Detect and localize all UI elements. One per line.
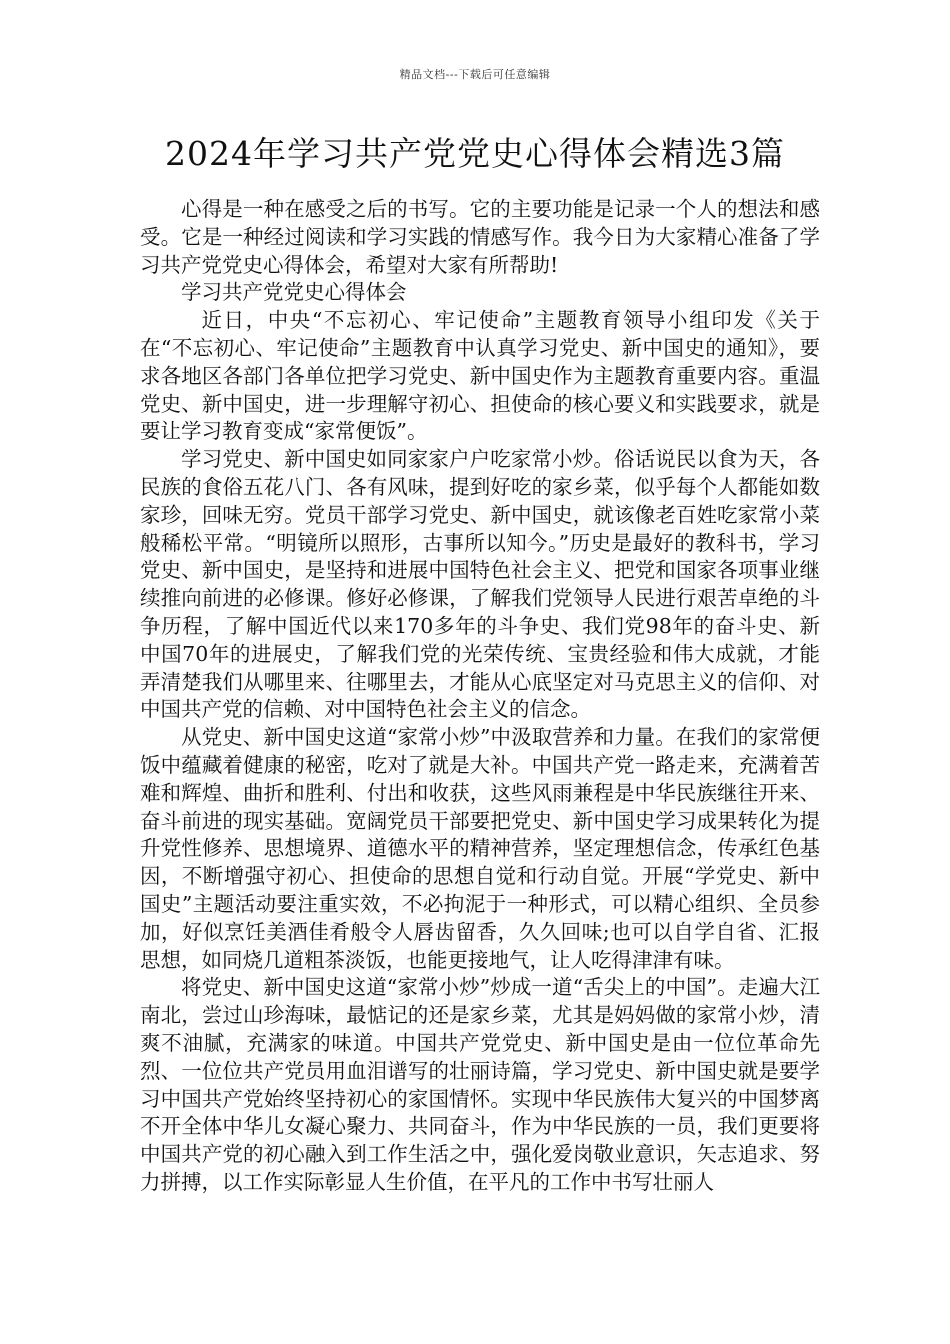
document-title: 2024年学习共产党党史心得体会精选3篇 bbox=[165, 134, 785, 173]
body-paragraph: 近日，中央“不忘初心、牢记使命”主题教育领导小组印发《关于在“不忘初心、牢记使命”主题教育中认真学习党史、新中国史的通知》，要求各地区各部门各单位把学习党史、新中国史作为主题教育重要内容。重温党史、新中国史，进一步理解守初心、担使命的核心要义和实践要求，就是要让学习教育变成“家常便饭”。 bbox=[140, 308, 820, 444]
body-paragraph: 从党史、新中国史这道“家常小炒”中汲取营养和力量。在我们的家常便饭中蕴藏着健康的秘密，吃对了就是大补。中国共产党一路走来，充满着苦难和辉煌、曲折和胜利、付出和收获，这些风雨兼程是中华民族继往开来、奋斗前进的现实基础。宽阔党员干部要把党史、新中国史学习成果转化为提升党性修养、思想境界、道德水平的精神营养，坚定理想信念，传承红色基因，不断增强守初心、担使命的思想自觉和行动自觉。开展“学党史、新中国史”主题活动要注重实效，不必拘泥于一种形式，可以精心组织、全员参加，好似烹饪美酒佳肴般令人唇齿留香，久久回味;也可以自学自省、汇报思想，如同烧几道粗茶淡饭，也能更接地气，让人吃得津津有味。 bbox=[140, 725, 820, 972]
document-body bbox=[140, 196, 820, 1197]
header-note: 精品文档---下载后可任意编辑 bbox=[399, 68, 551, 81]
intro-paragraph: 心得是一种在感受之后的书写。它的主要功能是记录一个人的想法和感受。它是一种经过阅读和学习实践的情感写作。我今日为大家精心准备了学习共产党党史心得体会，希望对大家有所帮助! bbox=[140, 197, 820, 277]
body-paragraph: 将党史、新中国史这道“家常小炒”炒成一道“舌尖上的中国”。走遍大江南北，尝过山珍海味，最惦记的还是家乡菜，尤其是妈妈做的家常小炒，清爽不油腻，充满家的味道。中国共产党党史、新中国史是由一位位革命先烈、一位位共产党员用血泪谱写的壮丽诗篇，学习党史、新中国史就是要学习中国共产党始终坚持初心的家国情怀。实现中华民族伟大复兴的中国梦离不开全体中华儿女凝心聚力、共同奋斗，作为中华民族的一员，我们更要将中国共产党的初心融入到工作生活之中，强化爱岗敬业意识，矢志追求、努力拼搏，以工作实际彰显人生价值，在平凡的工作中书写壮丽人 bbox=[140, 975, 820, 1194]
section-heading: 学习共产党党史心得体会 bbox=[181, 280, 407, 305]
body-paragraph: 学习党史、新中国史如同家家户户吃家常小炒。俗话说民以食为天，各民族的食俗五花八门、各有风味，提到好吃的家乡菜，似乎每个人都能如数家珍，回味无穷。党员干部学习党史、新中国史，就该像老百姓吃家常小菜般稀松平常。“明镜所以照形，古事所以知今。”历史是最好的教科书，学习党史、新中国史，是坚持和进展中国特色社会主义、把党和国家各项事业继续推向前进的必修课。修好必修课，了解我们党领导人民进行艰苦卓绝的斗争历程，了解中国近代以来170多年的斗争史、我们党98年的奋斗史、新中国70年的进展史，了解我们党的光荣传统、宝贵经验和伟大成就，才能弄清楚我们从哪里来、往哪里去，才能从心底坚定对马克思主义的信仰、对中国共产党的信赖、对中国特色社会主义的信念。 bbox=[140, 447, 820, 722]
